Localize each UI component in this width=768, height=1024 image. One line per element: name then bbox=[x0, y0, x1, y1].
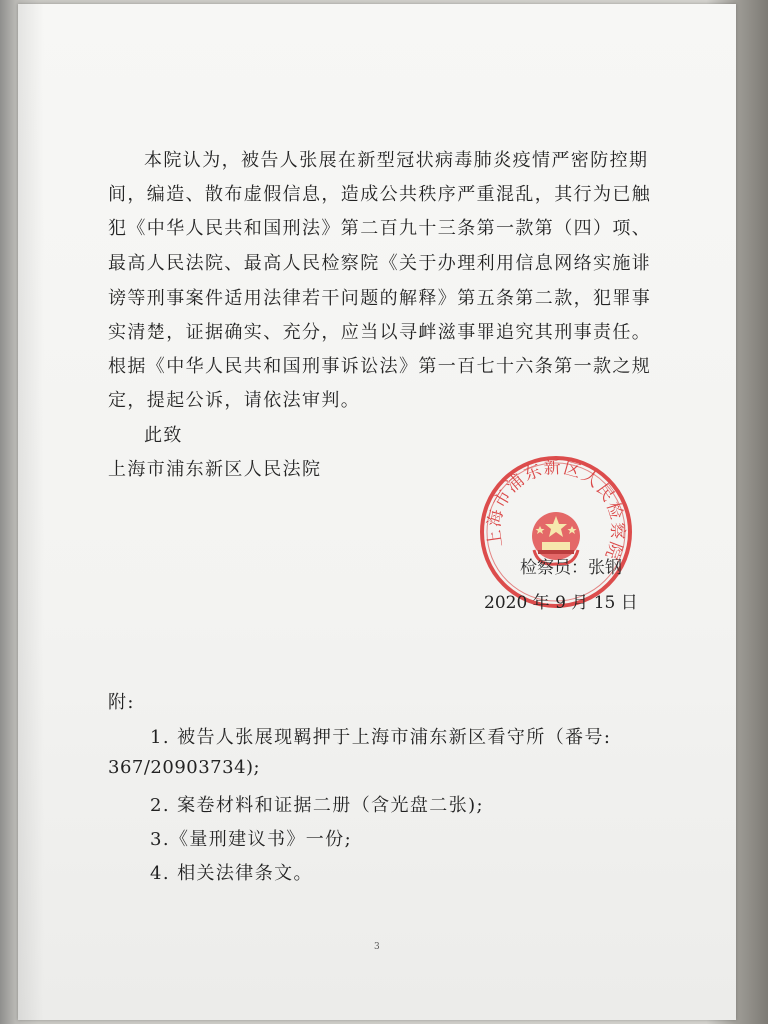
body-line: 最高人民法院、最高人民检察院《关于办理利用信息网络实施诽 bbox=[108, 253, 652, 274]
attachment-item: 3.《量刑建议书》一份; bbox=[150, 829, 353, 850]
salutation: 此致 bbox=[144, 425, 183, 446]
seal-text: 上海市浦东新区人民检察院 bbox=[484, 457, 628, 564]
attachment-item-continuation: 367/20903734); bbox=[108, 757, 261, 778]
addressee: 上海市浦东新区人民法院 bbox=[108, 459, 322, 480]
body-line: 谤等刑事案件适用法律若干问题的解释》第五条第二款，犯罪事 bbox=[108, 288, 652, 309]
body-line: 实清楚，证据确实、充分，应当以寻衅滋事罪追究其刑事责任。 bbox=[108, 322, 652, 343]
page-fold-shadow bbox=[18, 4, 44, 1020]
body-line: 根据《中华人民共和国刑事诉讼法》第一百七十六条第一款之规 bbox=[108, 356, 652, 377]
attachment-item: 2. 案卷材料和证据二册（含光盘二张); bbox=[150, 795, 484, 816]
official-seal-stamp bbox=[478, 454, 634, 610]
page-number: 3 bbox=[374, 942, 380, 952]
prosecutor-signature: 检察员：张钢 bbox=[520, 558, 622, 578]
document-date: 2020 年 9 月 15 日 bbox=[484, 593, 638, 613]
body-line: 定，提起公诉，请依法审判。 bbox=[108, 390, 361, 411]
body-line: 间，编造、散布虚假信息，造成公共秩序严重混乱，其行为已触 bbox=[108, 184, 652, 205]
attachment-item: 1. 被告人张展现羁押于上海市浦东新区看守所（番号: bbox=[150, 727, 612, 748]
body-line: 犯《中华人民共和国刑法》第二百九十三条第一款第（四）项、 bbox=[108, 218, 652, 239]
attachment-item: 4. 相关法律条文。 bbox=[150, 863, 313, 884]
body-line: 本院认为，被告人张展在新型冠状病毒肺炎疫情严密防控期 bbox=[144, 150, 649, 171]
attachments-heading: 附: bbox=[108, 692, 135, 713]
